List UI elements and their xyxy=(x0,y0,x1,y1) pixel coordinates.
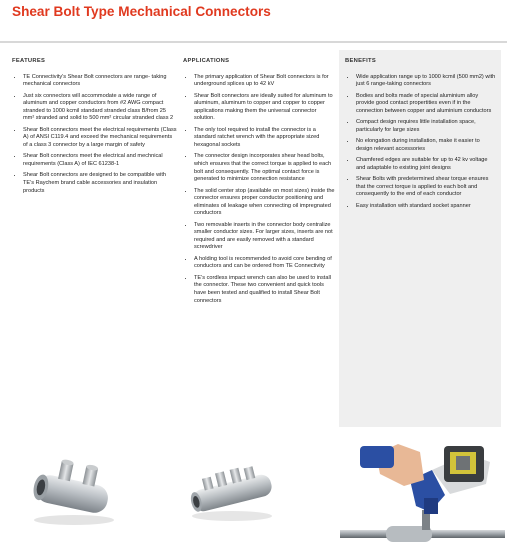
applications-list xyxy=(183,74,335,306)
features-column xyxy=(12,58,177,199)
list-item: • Easy installation with standard socket spanner xyxy=(356,203,497,211)
shear-bolt-connector-2-bolt-image xyxy=(22,450,122,530)
benefits-column xyxy=(345,58,497,214)
list-item: • Shear Bolt connectors meet the electrical and mechnical requirements (Class A) of IEC 61238-1 xyxy=(23,153,177,168)
list-item: • No elongation during installation, make it easier to design relevant accessories xyxy=(356,138,497,153)
list-item: • Compact design requires little installation space, particularly for large sizes xyxy=(356,119,497,134)
list-item: • Shear Bolt connectors are designed to be compatible with TE's Raychem brand cable accessories and insulation products xyxy=(23,172,177,195)
list-item: • Shear Bolts with predetermined shear torque ensures that the correct torque is applied to each bolt and consequently to the end of each conductor xyxy=(356,176,497,199)
list-item: • Shear Bolt connectors meet the electrical requirements (Class A) of ANSI C119.4 and exceed the mechanical requirements of a class 3 connector by a large margin of safety xyxy=(23,127,177,150)
shear-bolt-connector-4-bolt-image xyxy=(182,452,282,527)
list-item: • Wide application range up to 1000 kcmil (500 mm2) with just 6 range-taking connectors xyxy=(356,74,497,89)
list-item: • Shear Bolt connectors are ideally suited for aluminum to aluminum, aluminum to copper and copper to copper applications making them the universal connector solution. xyxy=(194,93,335,123)
list-item: • The primary application of Shear Bolt connectors is for underground splices up to 42 kV xyxy=(194,74,335,89)
applications-heading: APPLICATIONS xyxy=(183,58,230,64)
list-item: • Two removable inserts in the connector body centralize smaller conductor sizes. For larger sizes, inserts are not required and are easily removed with a standard screwdriver xyxy=(194,222,335,252)
benefits-heading: BENEFITS xyxy=(345,58,377,64)
cordless-impact-wrench-installation-image xyxy=(340,440,505,555)
list-item: • The only tool required to install the connector is a standard ratchet wrench with the appropriate sized hexagonal sockets xyxy=(194,127,335,150)
applications-column xyxy=(183,58,335,309)
benefits-list xyxy=(345,74,497,211)
header-divider xyxy=(0,41,507,43)
list-item: • TE's cordless impact wrench can also be used to install the connector. These two convenient and quick tools have been tested and qualified to install Shear Bolt connectors xyxy=(194,275,335,305)
list-item: • Bodies and bolts made of special aluminium alloy provide good contact propertities even if in the connection between copper and aluminium conductors xyxy=(356,93,497,116)
list-item: • Just six connectors will accommodate a wide range of aluminum and copper conductors from #2 AWG compact stranded to 1000 kcmil standard stranded class B/from 25 mm² stranded and solid to 500 mm² circular stranded class 2 xyxy=(23,93,177,123)
features-heading: FEATURES xyxy=(12,58,46,64)
features-list xyxy=(12,74,177,196)
list-item: • Chamfered edges are suitable for up to 42 kv voltage and adaptable to existing joint designs xyxy=(356,157,497,172)
page-title: Shear Bolt Type Mechanical Connectors xyxy=(12,4,271,19)
list-item: • A holding tool is recommended to avoid core bending of conductors and can be ordered from TE Connectivity xyxy=(194,256,335,271)
list-item: • TE Connectivity's Shear Bolt connectors are range- taking mechanical connectors xyxy=(23,74,177,89)
list-item: • The connector design incorporates shear head bolts, which ensures that the correct torque is applied to each bolt and consequently. The optimal contact force is generated to minimize connection resistance xyxy=(194,153,335,183)
list-item: • The solid center stop (available on most sizes) inside the connector ensures proper conductor positioning and eliminates oil leakage when connecting oil impregnated conductors xyxy=(194,188,335,218)
